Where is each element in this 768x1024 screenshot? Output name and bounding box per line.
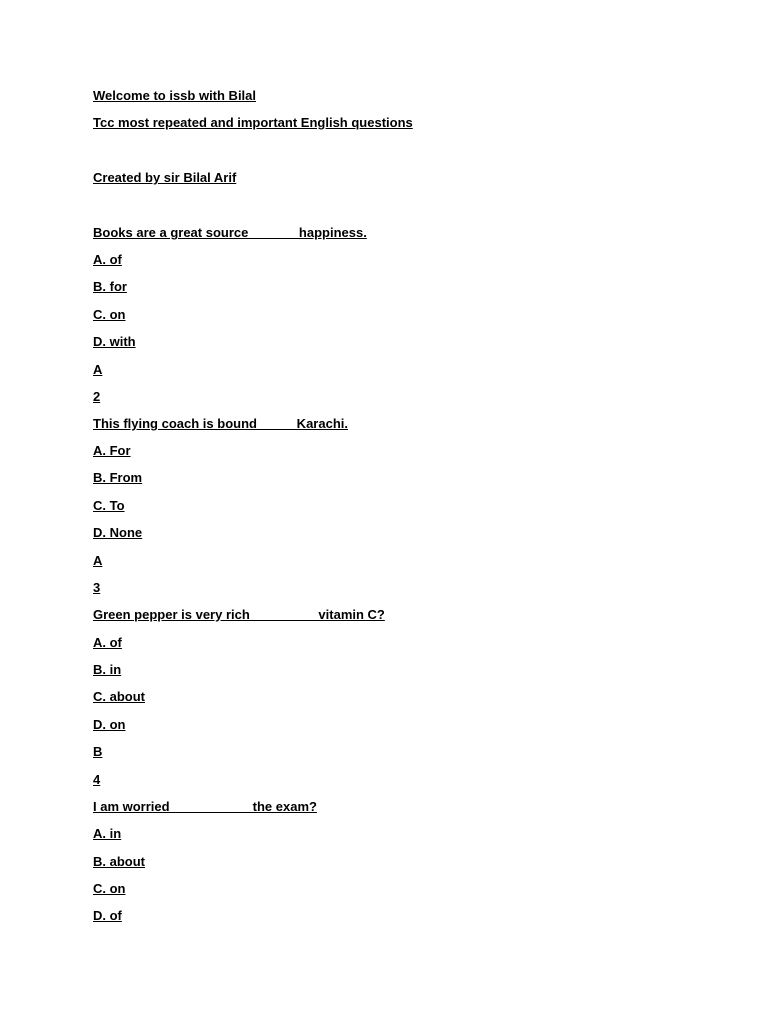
question-1-stem: Books are a great source happiness.: [93, 225, 367, 240]
question-3-option-d: D. on: [93, 717, 126, 732]
question-1-option-c: C. on: [93, 307, 126, 322]
question-2-option-a: A. For: [93, 443, 131, 458]
question-2-answer: A: [93, 553, 103, 568]
question-3-answer: B: [93, 744, 103, 759]
question-2-option-c: C. To: [93, 498, 125, 513]
question-2-stem: This flying coach is bound Karachi.: [93, 416, 348, 431]
question-4-stem: I am worried the exam?: [93, 799, 317, 814]
welcome-heading: Welcome to issb with Bilal: [93, 88, 257, 103]
question-1-option-a: A. of: [93, 252, 122, 267]
question-2-option-d: D. None: [93, 525, 143, 540]
question-3-option-a: A. of: [93, 635, 122, 650]
question-4-option-b: B. about: [93, 854, 145, 869]
question-1-option-b: B. for: [93, 279, 127, 294]
question-4-option-a: A. in: [93, 826, 122, 841]
question-1-option-d: D. with: [93, 334, 136, 349]
document-subtitle: Tcc most repeated and important English questions: [93, 115, 413, 130]
author-line: Created by sir Bilal Arif: [93, 170, 237, 185]
question-3-option-b: B. in: [93, 662, 122, 677]
question-3-number: 3: [93, 580, 101, 595]
question-4-number: 4: [93, 772, 101, 787]
question-1-answer: A: [93, 362, 103, 377]
question-4-option-d: D. of: [93, 908, 122, 923]
question-2-number: 2: [93, 389, 101, 404]
question-3-option-c: C. about: [93, 689, 145, 704]
question-2-option-b: B. From: [93, 470, 143, 485]
question-4-option-c: C. on: [93, 881, 126, 896]
question-3-stem: Green pepper is very rich vitamin C?: [93, 607, 385, 622]
